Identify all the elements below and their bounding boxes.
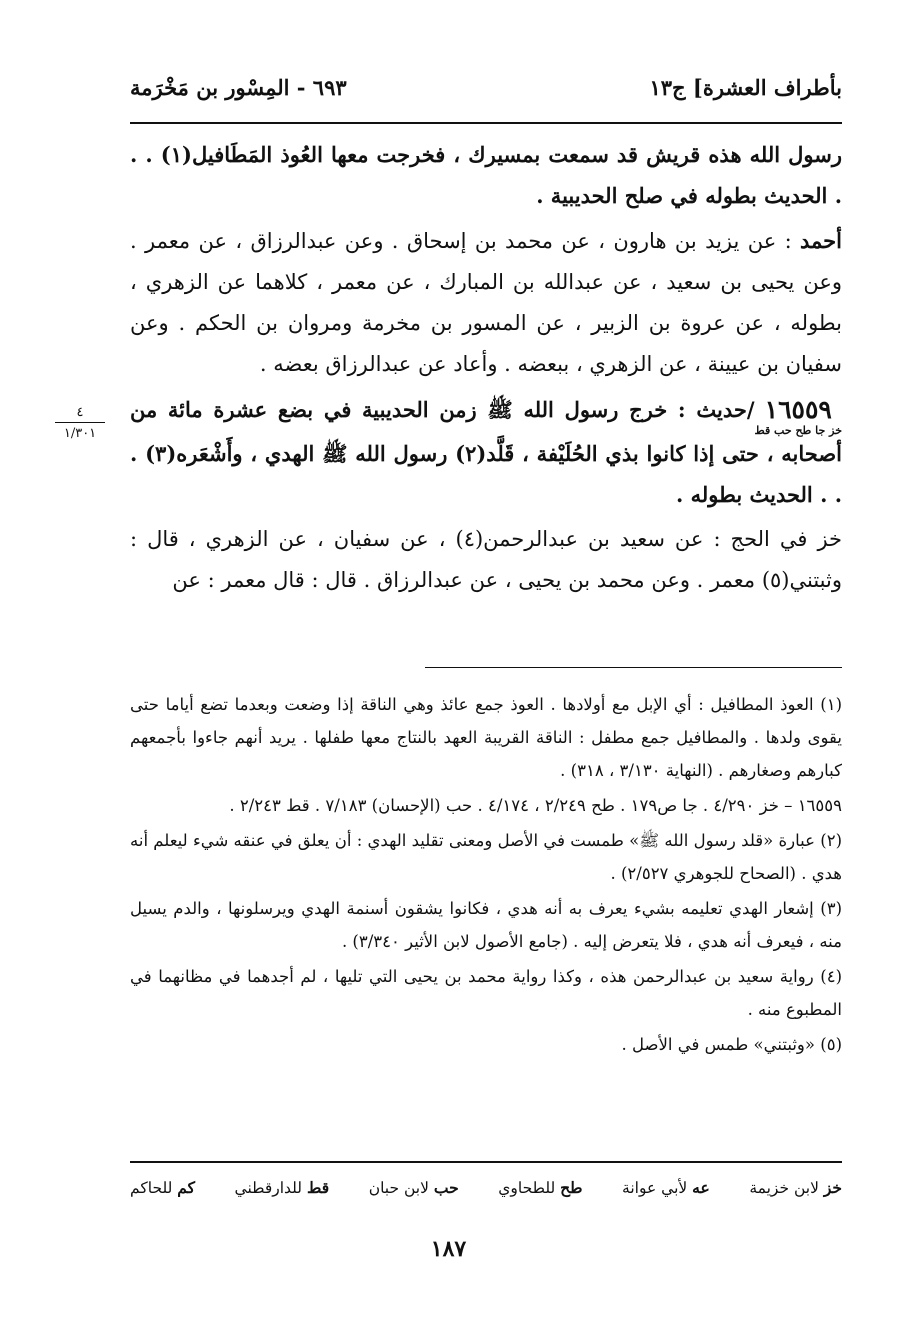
header-chapter-title: ٦٩٣ - المِسْور بن مَخْرَمة [130,74,347,100]
sigla-item: عه لأبي عوانة [622,1178,710,1197]
hadith-number-block [754,389,843,437]
footnote: (٥) «وثبتني» طمس في الأصل . [621,1035,842,1054]
sigla-rule [130,1161,842,1163]
manuscript-folio-reference [55,404,105,443]
footnote: (٣) إشعار الهدي تعليمه بشيء يعرف به أنه هدي ، فكانوا يشقون أسنمة الهدي ويرسلونها ، والدم يسيل منه ، فيعرف أنه هدي ، فلا يتعرض إليه . (جامع الأصول لابن الأثير ٣/٣٤٠) . [130,899,842,951]
paragraph-ahmad-isnad [130,220,842,385]
page-number: ١٨٧ [430,1236,467,1262]
folio-top: ٤ [76,405,84,420]
sigla-item: خز لابن خزيمة [749,1178,842,1197]
running-header [130,70,842,104]
footnote: (١) العوذ المطافيل : أي الإبل مع أولادها . العوذ جمع عائذ وهي الناقة إذا وضعت وبعدما تضع أياما حتى يقوى ولدها . والمطافيل جمع مطفل : الناقة القريبة العهد بالنتاج معها طفلها . يريد أنهم جاءوا بأجمعهم كبارهم وصغارهم . (النهاية ٣/١٣٠ ، ٣١٨) . [130,695,842,780]
sigla-key [130,1178,842,1197]
paragraph-hadith-continuation: رسول الله هذه قريش قد سمعت بمسيرك ، فخرجت معها العُوذ المَطَافيل(١) . . . الحديث بطوله في صلح الحديبية . [130,142,842,208]
sigla-item: طح للطحاوي [498,1178,583,1197]
paragraph-ibn-khuzayma-isnad: خز في الحج : عن سعيد بن عبدالرحمن(٤) ، عن سفيان ، عن الزهري ، قال : وثبتني(٥) معمر . وعن محمد بن يحيى ، عن عبدالرزاق . قال : قال معمر : عن [130,527,843,592]
hadith-text: /حديث : خرج رسول الله ﷺ زمن الحديبية في بضع عشرة مائة من أصحابه ، حتى إذا كانوا بذي الحُلَيْفة ، قَلَّد(٢) رسول الله ﷺ الهدي ، وأَشْعَره(٣) . . . الحديث بطوله . [130,397,842,507]
footnote-rule [425,667,842,668]
main-text [130,134,842,605]
footnote: (٤) رواية سعيد بن عبدالرحمن هذه ، وكذا رواية محمد بن يحيى التي تليها ، لم أجدهما في مظانهما في المطبوع منه . [130,967,842,1019]
hadith-sigla: خز جا طح حب قط [754,424,842,437]
sigla-item: كم للحاكم [130,1178,195,1197]
footnote: (٢) عبارة «قلد رسول الله ﷺ» طمست في الأصل ومعنى تقليد الهدي : أن يعلق في عنقه شيء ليعلم أنه هدي . (الصحاح للجوهري ٢/٥٢٧) . [130,831,842,883]
sigla-item: حب لابن حبان [368,1178,459,1197]
hadith-number: ١٦٥٥٩ [764,395,832,424]
source-name-ahmad: أحمد [800,228,842,253]
sigla-item: قط للدارقطني [234,1178,330,1197]
header-book-title: بأطراف العشرة] ج١٣ [649,74,842,100]
footnote-hadith-sources: ١٦٥٥٩ – خز ٤/٢٩٠ . جا ص١٧٩ . طح ٢/٢٤٩ ، ٤/١٧٤ . حب (الإحسان) ٧/١٨٣ . قط ٢/٢٤٣ . [229,796,842,815]
folio-bottom: ١/٣٠١ [55,422,105,443]
footnotes [130,688,842,1063]
header-rule [130,122,842,124]
isnad-text: : عن يزيد بن هارون ، عن محمد بن إسحاق . وعن عبدالرزاق ، عن معمر . وعن يحيى بن سعيد ، عن عبدالله بن المبارك ، عن معمر ، كلاهما عن الزهري ، بطوله ، عن عروة بن الزبير ، عن المسور بن مخرمة ومروان بن الحكم . وعن سفيان بن عيينة ، عن الزهري ، ببعضه . وأعاد عن عبدالرزاق بعضه . [130,229,842,376]
hadith-entry [130,389,842,515]
